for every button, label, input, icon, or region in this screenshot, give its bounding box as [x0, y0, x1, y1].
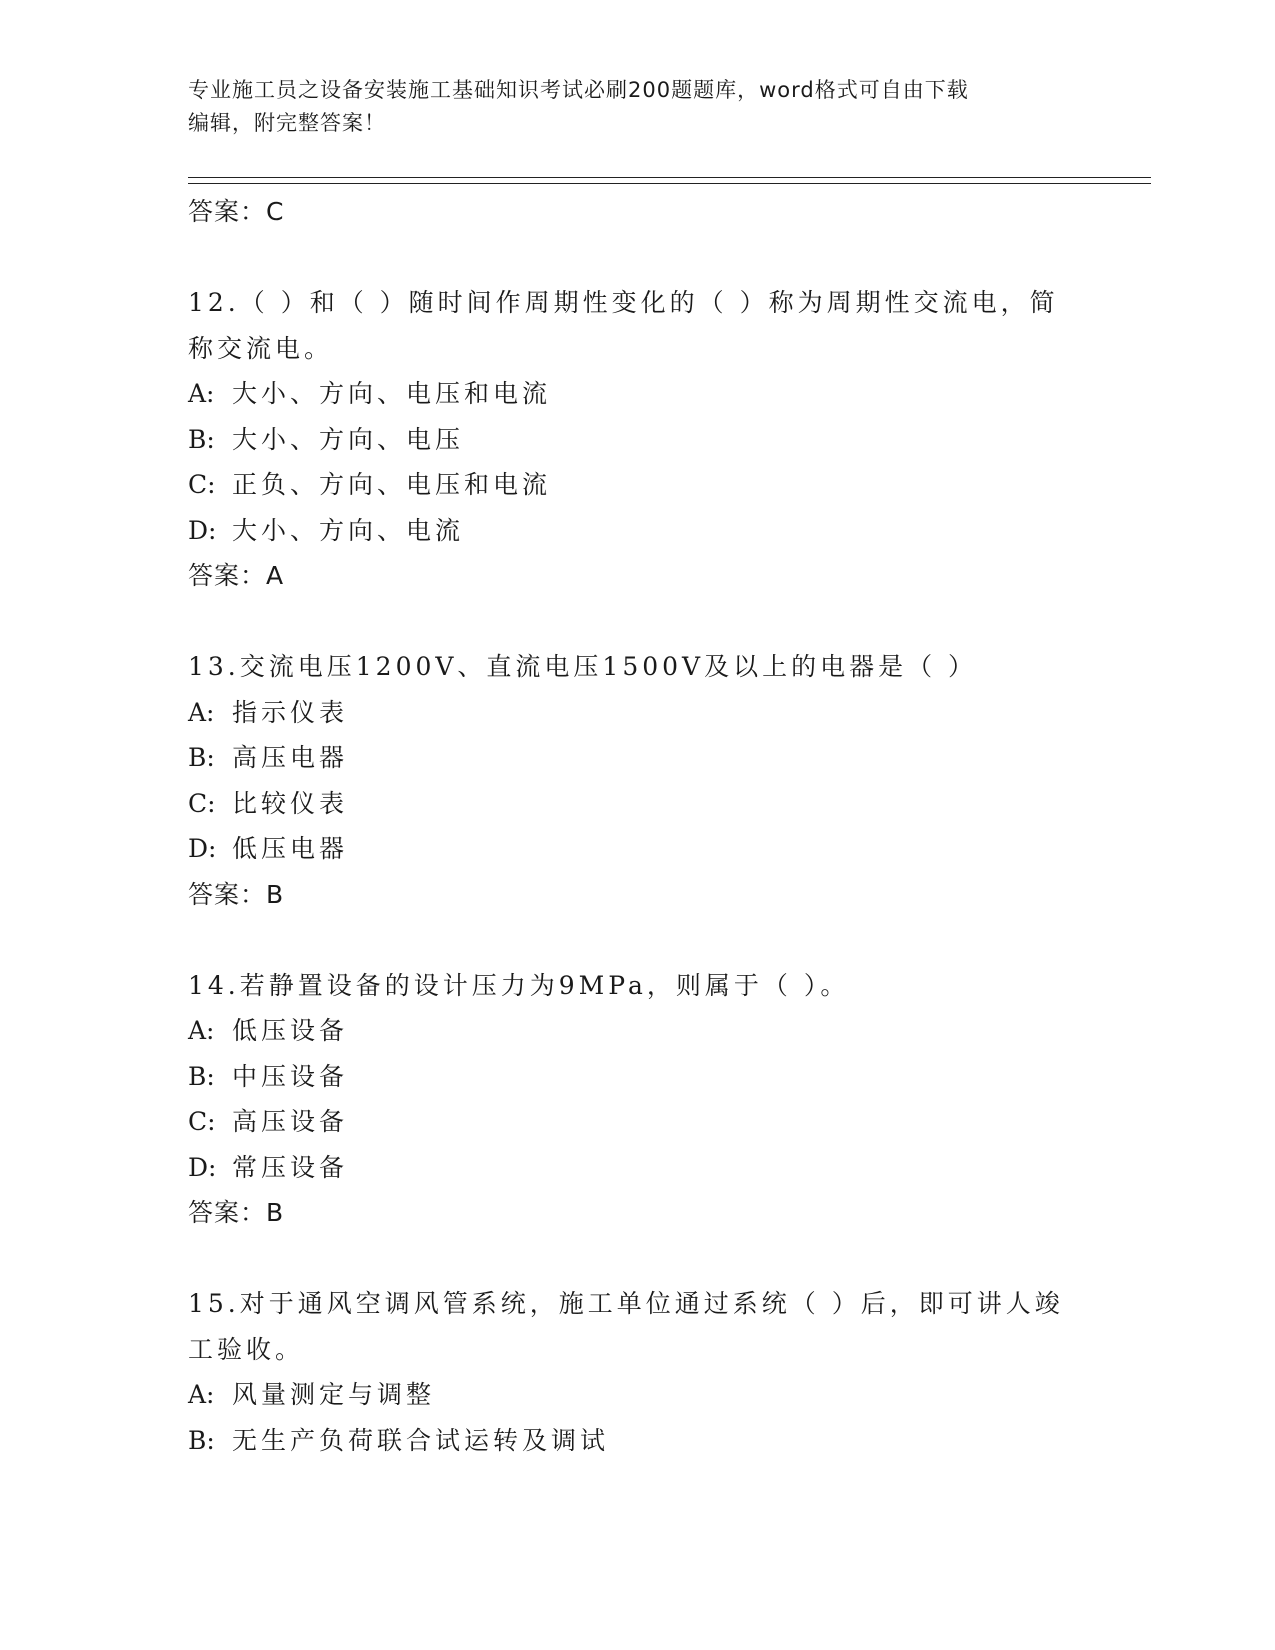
- answer-prefix: 答案：: [188, 1198, 267, 1227]
- option-letter: C:: [188, 1107, 216, 1136]
- answer-prefix: 答案：: [188, 561, 267, 590]
- option-a: [188, 371, 1088, 417]
- option-letter: C:: [188, 470, 216, 499]
- option-letter: A:: [188, 697, 215, 727]
- option-letter: D:: [188, 834, 217, 863]
- header-divider-top: [188, 177, 1151, 178]
- question-15: [188, 1281, 1088, 1463]
- option-text: 正负、方向、电压和电流: [232, 470, 552, 499]
- question-text: 13.交流电压1200V、直流电压1500V及以上的电器是（ ）: [188, 652, 978, 681]
- answer-value: C: [266, 197, 285, 226]
- option-text: 低压设备: [232, 1016, 349, 1045]
- question-14: [188, 963, 1088, 1236]
- option-a: [188, 1372, 1088, 1418]
- option-text: 风量测定与调整: [232, 1380, 436, 1409]
- header-line-1: 专业施工员之设备安装施工基础知识考试必刷200题题库，word格式可自由下载: [188, 78, 969, 102]
- option-d: [188, 826, 1088, 872]
- answer-value: B: [266, 879, 285, 909]
- option-letter: B:: [188, 743, 215, 772]
- option-text: 大小、方向、电压: [232, 424, 465, 454]
- question-text-continued: 称交流电。: [188, 333, 334, 363]
- option-text: 大小、方向、电流: [232, 515, 465, 545]
- option-letter: D:: [188, 1152, 217, 1182]
- option-text: 高压电器: [232, 743, 349, 772]
- option-text: 无生产负荷联合试运转及调试: [232, 1425, 610, 1455]
- option-d: [188, 508, 1088, 554]
- question-list: [188, 189, 1088, 1463]
- answer-line: [188, 872, 1088, 918]
- option-a: [188, 690, 1088, 736]
- option-b: [188, 417, 1088, 463]
- option-b: [188, 1054, 1088, 1100]
- answer-line: [188, 189, 1088, 235]
- option-letter: A:: [188, 1016, 215, 1045]
- option-letter: B:: [188, 1061, 215, 1091]
- option-letter: A:: [188, 1380, 215, 1409]
- option-text: 低压电器: [232, 834, 349, 863]
- question-13: [188, 644, 1088, 917]
- document-header: [188, 74, 1088, 140]
- option-text: 指示仪表: [232, 697, 349, 727]
- option-c: [188, 1099, 1088, 1145]
- answer-prefix: 答案：: [188, 197, 267, 226]
- answer-line: [188, 553, 1088, 599]
- question-text-continued: 工验收。: [188, 1334, 305, 1364]
- answer-prefix: 答案：: [188, 879, 267, 909]
- option-d: [188, 1145, 1088, 1191]
- option-letter: A:: [188, 379, 215, 408]
- option-c: [188, 462, 1088, 508]
- option-letter: B:: [188, 1425, 215, 1455]
- header-line-2: 编辑，附完整答案！: [188, 111, 386, 135]
- option-text: 比较仪表: [232, 788, 349, 818]
- option-text: 高压设备: [232, 1107, 349, 1136]
- option-b: [188, 735, 1088, 781]
- option-text: 大小、方向、电压和电流: [232, 379, 552, 408]
- option-c: [188, 781, 1088, 827]
- answer-line: [188, 1190, 1088, 1236]
- option-text: 常压设备: [232, 1152, 349, 1182]
- option-a: [188, 1008, 1088, 1054]
- question-text: 14.若静置设备的设计压力为9MPa，则属于（ ）。: [188, 970, 850, 1000]
- answer-value: A: [266, 561, 285, 590]
- option-text: 中压设备: [232, 1061, 349, 1091]
- option-letter: B:: [188, 424, 215, 454]
- option-letter: C:: [188, 788, 216, 818]
- question-text: 15.对于通风空调风管系统，施工单位通过系统（ ）后，即可讲人竣: [188, 1289, 1064, 1318]
- question-12: [188, 280, 1088, 599]
- option-b: [188, 1418, 1088, 1464]
- header-divider-bottom: [188, 183, 1151, 184]
- answer-value: B: [266, 1198, 285, 1227]
- option-letter: D:: [188, 515, 217, 545]
- question-text: 12.（ ）和（ ）随时间作周期性变化的（ ）称为周期性交流电，简: [188, 288, 1059, 317]
